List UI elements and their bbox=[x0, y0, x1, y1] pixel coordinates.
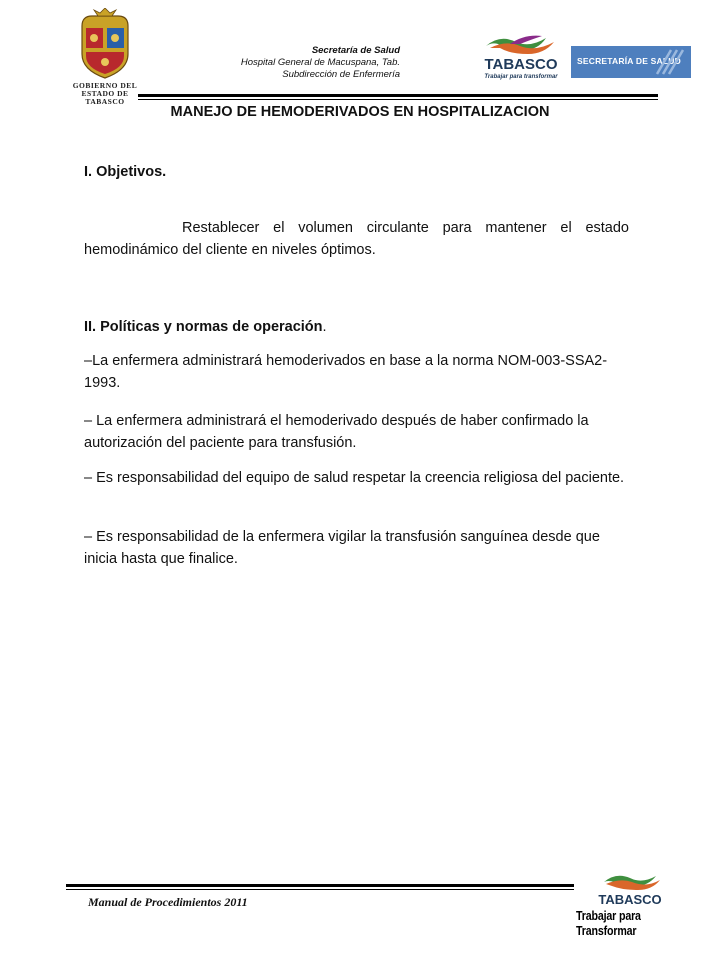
header-hospital: Hospital General de Macuspana, Tab. bbox=[240, 57, 400, 68]
header-secretaria: Secretaría de Salud bbox=[311, 45, 400, 56]
tabasco-logo bbox=[480, 30, 562, 82]
seal-caption-line3: TABASCO bbox=[85, 97, 125, 106]
tabasco-logo-text: TABASCO bbox=[484, 56, 558, 73]
tabasco-swoosh-icon bbox=[480, 30, 562, 82]
seal-caption-line2: ESTADO DE bbox=[81, 89, 129, 98]
seal-caption-line1: GOBIERNO DEL bbox=[72, 81, 138, 90]
footer-slogan: Trabajar para Transformar bbox=[576, 908, 641, 938]
footer-rule-thick bbox=[66, 884, 574, 887]
stripes-icon bbox=[653, 48, 687, 76]
footer-manual-text: Manual de Procedimientos 2011 bbox=[88, 895, 248, 909]
secretaria-logo-text: SECRETARÍA DE SALUD bbox=[577, 56, 681, 66]
policy-item-2: – La enfermera administrará el hemoderivado después de haber confirmado la autorización del paciente para transfusión. bbox=[84, 413, 589, 451]
policy-item-1: –La enfermera administrará hemoderivados en base a la norma NOM-003-SSA2-1993. bbox=[84, 353, 608, 391]
section2-heading: II. Políticas y normas de operación bbox=[84, 319, 323, 335]
document-title: MANEJO DE HEMODERIVADOS EN HOSPITALIZACION bbox=[170, 104, 550, 120]
section2-heading-block bbox=[84, 316, 629, 338]
coat-of-arms-icon bbox=[72, 8, 138, 80]
section1-paragraph: Restablecer el volumen circulante para mantener el estado hemodinámico del cliente en niveles óptimos. bbox=[84, 220, 629, 258]
secretaria-salud-logo bbox=[571, 46, 691, 78]
policy-item-4: – Es responsabilidad de la enfermera vigilar la transfusión sanguínea desde que inicia hasta que finalice. bbox=[84, 529, 600, 567]
header-subdireccion: Subdirección de Enfermería bbox=[282, 69, 400, 80]
tabasco-logo-slogan: Trabajar para transformar bbox=[484, 74, 558, 80]
header-institution-text bbox=[200, 45, 400, 81]
policy-item-3: – Es responsabilidad del equipo de salud respetar la creencia religiosa del paciente. bbox=[84, 470, 625, 486]
section2-heading-suffix: . bbox=[322, 319, 327, 335]
state-seal-logo bbox=[72, 8, 138, 108]
footer-tabasco-swoosh-icon bbox=[578, 870, 682, 910]
footer-rule-thin bbox=[66, 889, 574, 890]
footer-logo-text: TABASCO bbox=[598, 892, 662, 907]
header-rule-thick bbox=[138, 94, 658, 97]
header-rule-thin bbox=[138, 99, 658, 100]
section1-heading: I. Objetivos. bbox=[84, 164, 167, 180]
